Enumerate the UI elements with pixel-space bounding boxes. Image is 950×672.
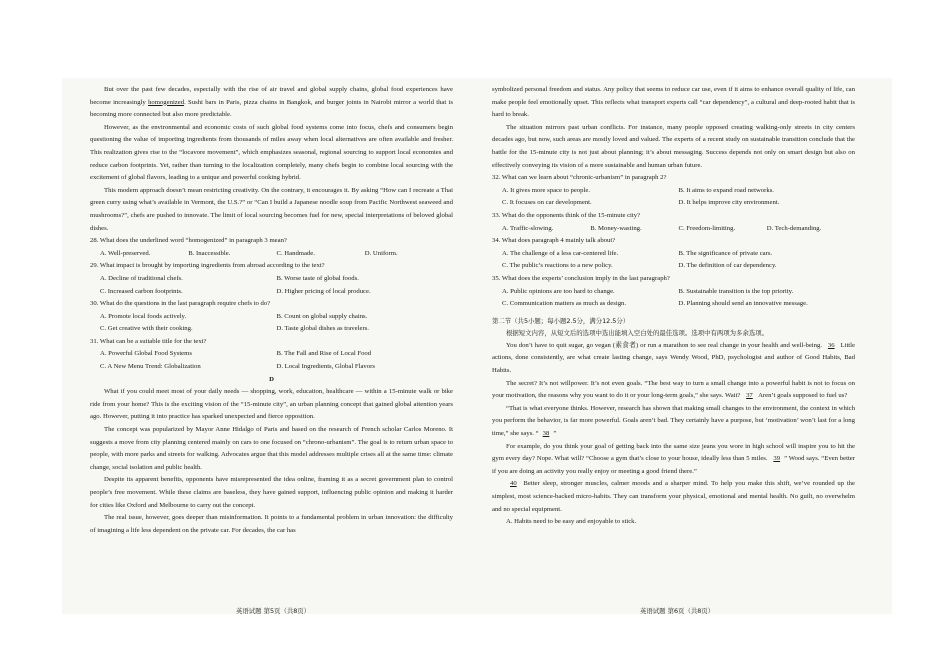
option-a[interactable]: A. Powerful Global Food Systems (100, 350, 192, 358)
option-c[interactable]: C. Get creative with their cooking. (100, 325, 193, 333)
question-31-options-row-2 (90, 361, 453, 374)
question-28-options (90, 248, 453, 261)
section-2-title: 第二节（共5小题；每小题2.5分，满分12.5分） (492, 316, 630, 325)
option-c[interactable]: C. The public’s reactions to a new policy. (502, 262, 613, 270)
section-2-instructions: 根据短文内容，从短文后的选项中选出能填入空白处的最佳选项。选项中有两项为多余选项。 (506, 329, 769, 338)
question-30-options-row-2 (90, 323, 453, 336)
cloze-paragraph-4 (492, 441, 855, 479)
text: ” Wood says. “Even better if you are doing an activity you really enjoy or meeting a good friend there.” (492, 455, 855, 475)
question-35-options-row-1 (492, 286, 855, 299)
option-a[interactable]: A. Decline of traditional chefs. (100, 274, 183, 282)
option-b[interactable]: B. Count on global supply chains. (276, 312, 368, 320)
question-34-options-row-1 (492, 248, 855, 261)
question-31-options-row-1 (90, 348, 453, 361)
option-b[interactable]: B. Worse taste of global foods. (276, 274, 359, 282)
right-column (492, 84, 855, 529)
option-c[interactable]: C. Freedom-limiting. (678, 224, 736, 232)
underlined-word: homogenized (148, 98, 185, 106)
passage-d-paragraph-2: The concept was popularized by Mayor Anne Hidalgo of Paris and based on the research of French scholar Carlos Moreno. It suggests a move from city planning centered mainly on cars to one focused on “chrono-urbanism”. The goal is to return urban space to people, with more parks and streets for walking. Advocates argue that this model addresses multiple crises all at the same time: climate change, social isolation and public health. (90, 426, 453, 471)
question-32-options-row-1 (492, 185, 855, 198)
question-30-options-row-1 (90, 311, 453, 324)
blank-40[interactable]: 40 (510, 480, 517, 488)
passage-d-paragraph-4-continued: symbolized personal freedom and status. Any policy that seems to reduce car use, even if it aims to enhance overall quality of life, can make people feel emotionally upset. This reflects what transport experts call “car dependency”, a cultural and deep-rooted habit that is hard to break. (492, 86, 855, 119)
option-d[interactable]: D. Tech-demanding. (766, 224, 822, 232)
option-a[interactable]: A. It gives more space to people. (502, 186, 591, 194)
option-c[interactable]: C. Increased carbon footprints. (100, 287, 183, 295)
question-35-options-row-2 (492, 298, 855, 311)
blank-37[interactable]: 37 (746, 392, 753, 400)
cloze-paragraph-5 (492, 478, 855, 516)
passage-d-paragraph-4: The real issue, however, goes deeper than misinformation. It points to a fundamental problem in urban innovation: the difficulty of imagining a life less dependent on the private car. For decades, the car has (90, 514, 453, 534)
text: ” (553, 430, 557, 438)
question-29: 29. What impact is brought by importing ingredients from abroad according to the text? (90, 262, 325, 270)
cloze-paragraph-2 (492, 378, 855, 403)
text: For example, do you think your goal of getting back into the same size jeans you wore in high school will inspire you to hit the gym every day? Nope. What will? “Choose a gym that’s close to your house, ideally less than 5 miles. (492, 442, 855, 463)
section-d-label: D (269, 375, 274, 383)
option-d[interactable]: D. It helps improve city environment. (678, 199, 780, 207)
cloze-paragraph-3 (492, 403, 855, 441)
blank-39[interactable]: 39 (773, 455, 781, 463)
text: You don’t have to quit sugar, go vegan (素食者) or run a marathon to see real change in your health and well-being. (506, 341, 824, 349)
question-32: 32. What can we learn about “chronic-urbanism” in paragraph 2? (492, 174, 667, 182)
option-d[interactable]: D. Higher pricing of local produce. (276, 287, 371, 295)
question-31: 31. What can be a suitable title for the text? (90, 337, 207, 345)
option-c[interactable]: C. Handmade. (276, 249, 315, 257)
page-footer-6: 英语试题 第6页（共8页） (640, 607, 715, 615)
passage-c-paragraph-1 (90, 84, 453, 122)
option-b[interactable]: B. Sustainable transition is the top priority. (678, 287, 794, 295)
blank-38[interactable]: 38 (542, 430, 550, 438)
option-c[interactable]: C. A New Menu Trend: Globalization (100, 363, 201, 371)
page-footer-5: 英语试题 第5页（共8页） (236, 607, 311, 615)
option-d[interactable]: D. Uniform. (364, 249, 398, 257)
question-34: 34. What does paragraph 4 mainly talk about? (492, 237, 616, 245)
question-30: 30. What do the questions in the last paragraph require chefs to do? (90, 300, 271, 308)
option-d[interactable]: D. Planning should send an innovative message. (678, 300, 808, 308)
option-a[interactable]: A. Well-preserved. (100, 249, 151, 257)
blank-36[interactable]: 36 (827, 341, 835, 349)
passage-c-paragraph-3: This modern approach doesn’t mean restricting creativity. On the contrary, it encourages it. By asking “How can I recreate a Thai green curry using what’s available in Vermont, the U.S.?” or “Can I build a Japanese noodle soup from Pacific Northwest seaweed and mushrooms?”, chefs are pushed to innovate. The limit of local sourcing becomes fuel for new, special interpretations of beloved global dishes. (90, 186, 453, 232)
option-b[interactable]: B. Inaccessible. (188, 249, 231, 257)
question-29-options-row-2 (90, 286, 453, 299)
passage-d-paragraph-1: What if you could meet most of your daily needs — shopping, work, education, healthcare — within a 15-minute walk or bike ride from your home? This is the exciting vision of the “15-minute city”, an urban planning concept that gained global attention years ago. However, putting it into practice has sparked unexpected and fierce opposition. (90, 388, 453, 421)
passage-d-paragraph-5: The situation mirrors past urban conflicts. For instance, many people opposed creating walking-only streets in city centers decades ago, but now, such areas are mostly loved and valued. The experts of a recent study on sustainable transition conclude that the battle for the 15-minute city is not just about planning; it’s about messaging. Success depends not only on smart design but also on effectively conveying its vision of a more sustainable and human urban future. (492, 123, 855, 169)
text: . Sushi bars in Paris, pizza chains in Bangkok, and burger joints in Nairobi mirror a world that is becoming more connected but also more predictable. (90, 98, 453, 119)
option-d[interactable]: D. The definition of car dependency. (678, 262, 777, 270)
option-a[interactable]: A. Traffic-slowing. (502, 224, 554, 232)
option-b[interactable]: B. It aims to expand road networks. (678, 186, 774, 194)
cloze-paragraph-1 (492, 340, 855, 378)
option-a[interactable]: A. The challenge of a less car-centered life. (502, 249, 619, 257)
option-d[interactable]: D. Local Ingredients, Global Flavors (276, 363, 375, 371)
question-28: 28. What does the underlined word “homogenized” in paragraph 3 mean? (90, 237, 287, 245)
option-a[interactable]: A. Public opinions are too hard to change. (502, 287, 615, 295)
option-b[interactable]: B. The Fall and Rise of Local Food (276, 350, 372, 358)
cloze-option-a: A. Habits need to be easy and enjoyable to stick. (506, 518, 637, 526)
text: Aren’t goals supposed to fuel us? (756, 392, 848, 400)
passage-d-paragraph-3: Despite its apparent benefits, opponents have misrepresented the idea online, framing it as a secret government plan to control people’s free movement. While these claims are baseless, they have gained support, influencing public opinion and making it harder for cities like Oxford and Melbourne to carry out the concept. (90, 476, 453, 509)
text: Little actions, done consistently, are what create lasting change, says Wendy Wood, PhD, psychologist and author of Good Habits, Bad Habits. (492, 341, 855, 375)
question-35: 35. What does the experts’ conclusion imply in the last paragraph? (492, 274, 670, 282)
option-a[interactable]: A. Promote local foods actively. (100, 312, 187, 320)
option-d[interactable]: D. Taste global dishes as travelers. (276, 325, 369, 333)
passage-c-paragraph-2: However, as the environmental and economic costs of such global food systems come into focus, chefs and consumers begin questioning the value of importing ingredients from thousands of miles away when local alternatives are often available and fresher. This realization gives rise to the “locavore movement”, which emphasizes seasonal, regional sourcing to support local economies and reduce carbon footprints. Yet, rather than turning to the localization completely, many chefs begin to combine local sourcing with the excitement of global flavors, leading to a unique and powerful cooking hybrid. (90, 123, 453, 182)
question-29-options-row-1 (90, 273, 453, 286)
question-33-options (492, 223, 855, 236)
option-b[interactable]: B. The significance of private cars. (678, 249, 773, 257)
option-c[interactable]: C. It focuses on car development. (502, 199, 592, 207)
text: “That is what everyone thinks. However, research has shown that making small changes to the environment, the context in which you perform the behavior, is far more powerful. Goals aren’t bad. They certainly have a purpose, but ‘motivation’ won’t last for a long time,” she says. “ (492, 404, 855, 438)
text: But over the past few decades, especially with the rise of air travel and global supply chains, global food experiences have become increasingly (90, 86, 453, 106)
left-column (90, 84, 453, 537)
text: The secret? It’s not willpower. It’s not even goals. “The best way to turn a small change into a powerful habit is not to focus on your motivation, the reasons why you want to do it or your long-term goals,” she says. Wait? (492, 379, 855, 400)
option-b[interactable]: B. Money-wasting. (590, 224, 642, 232)
question-33: 33. What do the opponents think of the 15-minute city? (492, 211, 641, 219)
text: Better sleep, stronger muscles, calmer moods and a sharper mind. To help you make this shift, we’ve rounded up the simplest, most science-backed micro-habits. They can transform your physical, emotional and mental health. No guilt, no overwhelm and no special equipment. (492, 480, 855, 513)
question-32-options-row-2 (492, 197, 855, 210)
question-34-options-row-2 (492, 260, 855, 273)
option-c[interactable]: C. Communication matters as much as design. (502, 300, 627, 308)
